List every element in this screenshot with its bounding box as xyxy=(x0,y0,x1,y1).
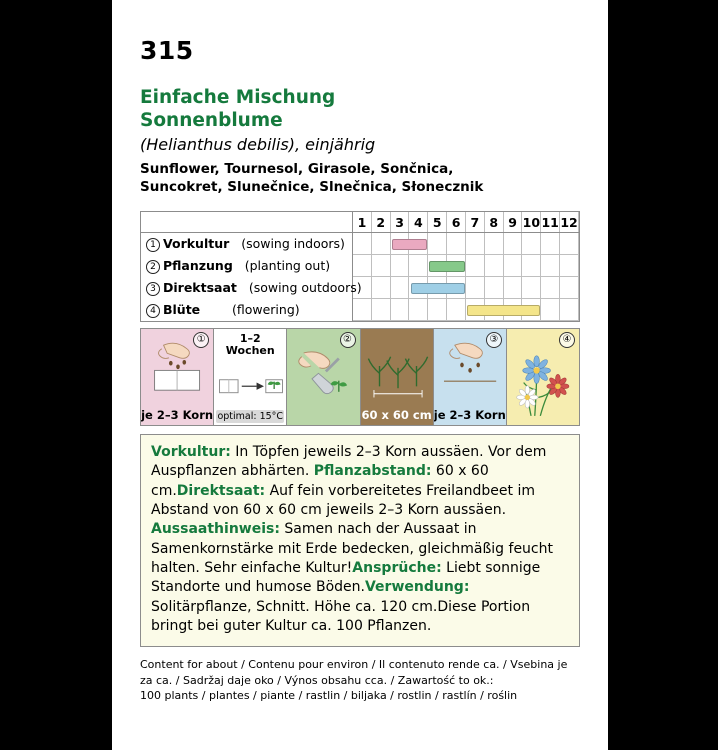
calendar-row-vorkultur xyxy=(141,233,579,255)
content-footer xyxy=(140,657,580,704)
pictogram-planting xyxy=(287,329,360,425)
footer-line-3: 100 plants / plantes / piante / rastlin / biljaka / rostlin / rastlín / roślin xyxy=(140,689,518,703)
title-main xyxy=(140,87,594,132)
footer-line-2: za ca. / Sadržaj daje oko / Výnos obsahu cca. / Zawartość to ok.: xyxy=(140,673,494,687)
month-header-6: 6 xyxy=(447,212,466,233)
sowing-calendar xyxy=(140,211,580,322)
row-name-2: Pflanzung xyxy=(163,257,233,273)
pictogram-number-4: ④ xyxy=(559,332,575,348)
culture-description xyxy=(140,434,580,647)
calendar-row-direktsaat xyxy=(141,277,579,299)
row-number-icon-3: 3 xyxy=(146,282,160,296)
description-body-3: Samen nach der Aussaat in Samenkornstärke mit Erde bedecken, gleichmäßig feucht halten. Sehr einfache Kultur! xyxy=(151,521,553,576)
month-header-7: 7 xyxy=(465,212,484,233)
description-label-3: Aussaathinweis: xyxy=(151,521,280,538)
pictogram-caption-2 xyxy=(287,422,359,425)
calendar-bar-2 xyxy=(429,261,465,272)
pictogram-number-1: ① xyxy=(193,332,209,348)
pictogram-number-3: ③ xyxy=(486,332,502,348)
footer-line-1: Content for about / Contenu pour environ / Il contenuto rende ca. / Vsebina je xyxy=(140,658,568,672)
calendar-header-row xyxy=(141,212,579,233)
description-body-2: Auf fein vorbereitetes Freilandbeet im Abstand von 60 x 60 cm jeweils 2–3 Korn aussäen. xyxy=(151,482,535,518)
month-header-2: 2 xyxy=(371,212,390,233)
language-names xyxy=(140,161,594,197)
pictogram-caption-spacing: 60 x 60 cm xyxy=(361,408,432,423)
calendar-bar-4 xyxy=(467,305,540,316)
row-label-bluete xyxy=(141,299,353,321)
pictogram-germination xyxy=(214,329,287,425)
description-body-0: In Töpfen jeweils 2–3 Korn aussäen. Vor dem Auspflanzen abhärten. xyxy=(151,444,547,480)
description-body-5: Solitärpflanze, Schnitt. Höhe ca. 120 cm. xyxy=(151,598,438,615)
packet-content xyxy=(112,0,608,750)
row-number-icon-2: 2 xyxy=(146,260,160,274)
left-black-margin xyxy=(0,0,112,750)
row-number-icon-4: 4 xyxy=(146,304,160,318)
calendar-bar-3 xyxy=(411,283,466,294)
calendar-bar-1 xyxy=(392,239,428,250)
description-body-6: Diese Portion bringt bei guter Kultur ca. 100 Pflanzen. xyxy=(151,598,531,634)
pictogram-sow-outdoors xyxy=(434,329,507,425)
pictogram-caption-4 xyxy=(507,422,579,425)
month-header-10: 10 xyxy=(522,212,541,233)
month-header-12: 12 xyxy=(560,212,579,233)
flower-blue xyxy=(523,356,551,384)
month-header-5: 5 xyxy=(428,212,447,233)
right-black-margin xyxy=(608,0,718,750)
row-sub-4: (flowering) xyxy=(231,301,300,317)
calendar-corner-cell xyxy=(141,212,353,233)
description-body-1: 60 x 60 cm. xyxy=(151,463,489,499)
pictogram-strip xyxy=(140,328,580,426)
row-name-1: Vorkultur xyxy=(163,235,230,251)
row-sub-2: (planting out) xyxy=(244,257,331,273)
pictogram-caption-3: je 2–3 Korn xyxy=(433,408,506,423)
germination-weeks-line-2: Wochen xyxy=(225,344,275,358)
month-header-3: 3 xyxy=(390,212,409,233)
title-line-2: Sonnenblume xyxy=(140,109,283,131)
pictogram-flowering xyxy=(507,329,579,425)
month-header-4: 4 xyxy=(409,212,428,233)
description-label-5: Verwendung: xyxy=(364,579,470,596)
germination-weeks-line-1: 1–2 xyxy=(239,332,261,346)
month-header-8: 8 xyxy=(484,212,503,233)
pictogram-caption-1: je 2–3 Korn xyxy=(141,408,214,423)
description-body-4: Liebt sonnige Standorte und humose Böden. xyxy=(151,559,541,596)
row-sub-3: (sowing outdoors) xyxy=(248,279,362,295)
page-number: 315 xyxy=(140,36,194,65)
month-header-1: 1 xyxy=(353,212,372,233)
month-header-9: 9 xyxy=(503,212,522,233)
row-name-3: Direktsaat xyxy=(163,279,237,295)
row-sub-1: (sowing indoors) xyxy=(241,235,345,251)
description-label-2: Direktsaat: xyxy=(176,482,266,499)
row-label-pflanzung xyxy=(141,255,353,277)
description-label-0: Vorkultur: xyxy=(151,444,231,461)
row-number-icon-1: 1 xyxy=(146,238,160,252)
calendar-row-pflanzung xyxy=(141,255,579,277)
description-text xyxy=(151,444,553,634)
language-names-line-2: Suncokret, Slunečnice, Slnečnica, Słonecznik xyxy=(140,179,484,196)
row-name-4: Blüte xyxy=(163,301,201,317)
row-label-direktsaat xyxy=(141,277,362,299)
title-line-1: Einfache Mischung xyxy=(140,87,336,108)
title-block xyxy=(140,87,594,197)
pictogram-number-2: ② xyxy=(340,332,356,348)
row-label-vorkultur xyxy=(141,233,353,255)
flower-red xyxy=(547,374,569,397)
plant-spacing-icon xyxy=(361,329,433,403)
description-label-4: Ansprüche: xyxy=(352,559,442,576)
pictogram-sow-indoors xyxy=(141,329,214,425)
germination-temperature-caption: optimal: 15°C xyxy=(217,411,284,423)
month-header-11: 11 xyxy=(541,212,560,233)
language-names-line-1: Sunflower, Tournesol, Girasole, Sončnica, xyxy=(140,161,454,178)
pictogram-spacing xyxy=(361,329,434,425)
latin-name: (Helianthus debilis), einjährig xyxy=(140,135,376,155)
description-label-1: Pflanzabstand: xyxy=(313,463,432,480)
